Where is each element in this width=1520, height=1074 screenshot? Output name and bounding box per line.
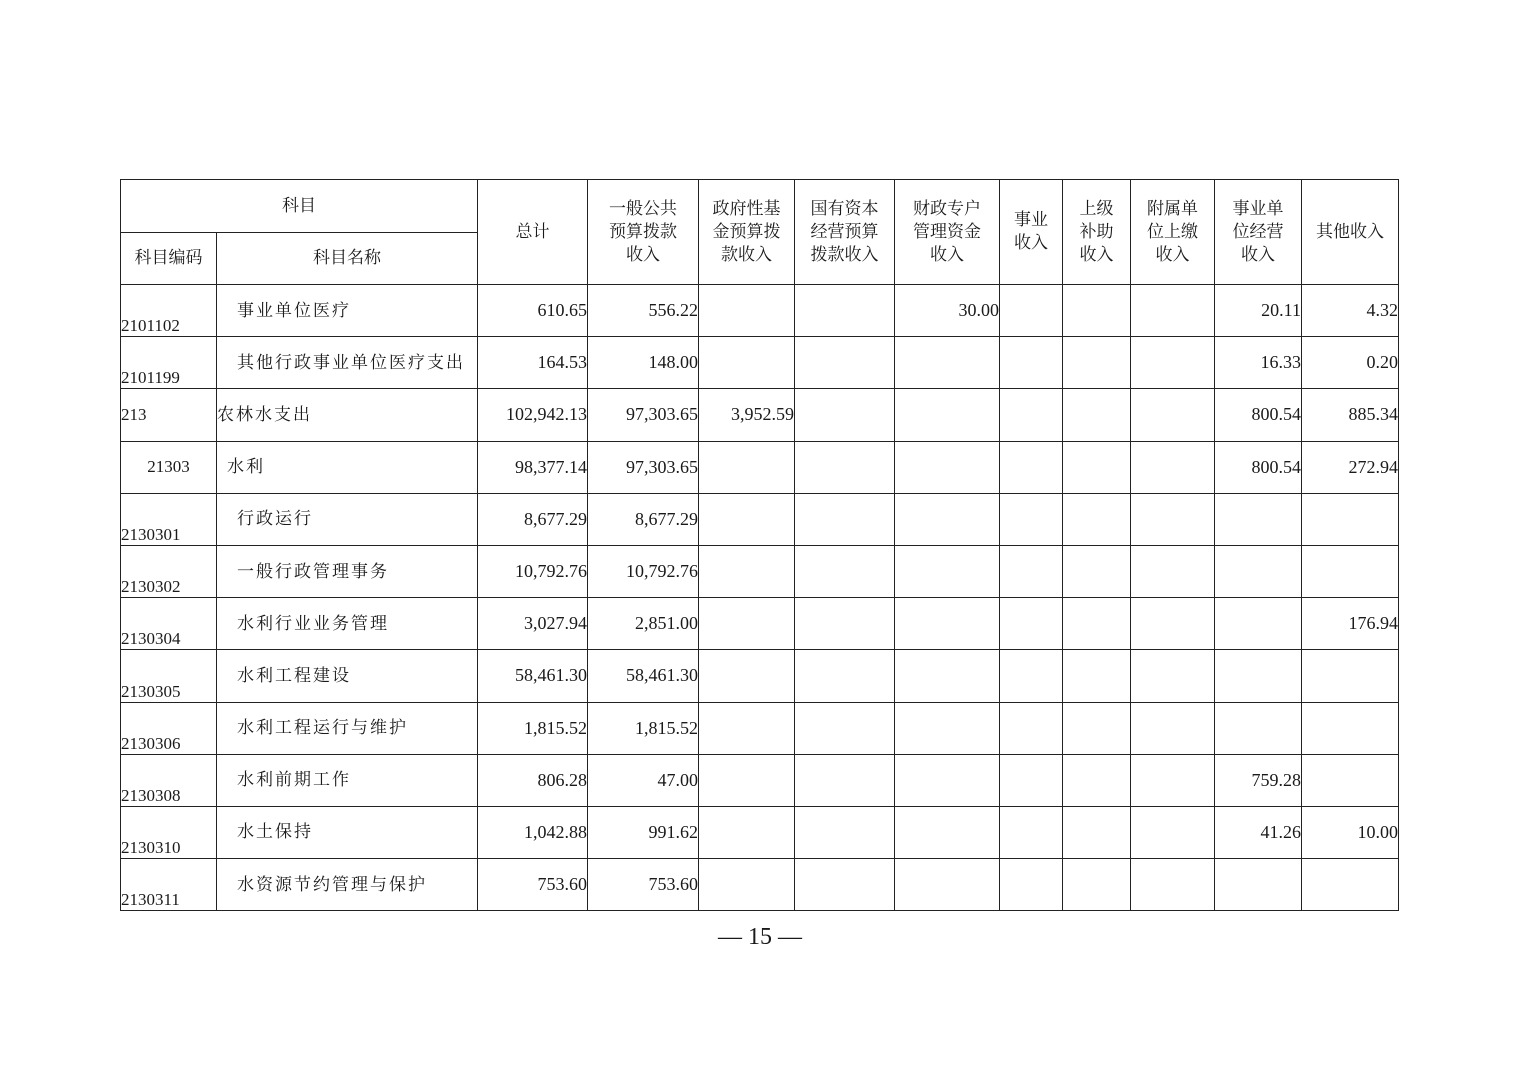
amount-cell-affiliated <box>1131 598 1215 650</box>
amount-cell-fiscal-special <box>895 806 1000 858</box>
amount-cell-general: 753.60 <box>588 859 699 911</box>
amount-cell-fiscal-special <box>895 545 1000 597</box>
amount-cell-gov-fund: 3,952.59 <box>699 389 795 441</box>
amount-cell-operating: 800.54 <box>1215 441 1302 493</box>
amount-cell-other: 272.94 <box>1302 441 1399 493</box>
subject-name-cell: 水利工程运行与维护 <box>217 702 478 754</box>
header-total: 总计 <box>478 180 588 285</box>
amount-cell-superior <box>1063 337 1131 389</box>
amount-cell-total: 1,815.52 <box>478 702 588 754</box>
amount-cell-state-capital <box>795 598 895 650</box>
amount-cell-total: 806.28 <box>478 754 588 806</box>
subject-name-cell: 农林水支出 <box>217 389 478 441</box>
amount-cell-business <box>1000 545 1063 597</box>
subject-code-cell: 2130304 <box>121 598 217 650</box>
amount-cell-gov-fund <box>699 598 795 650</box>
amount-cell-superior <box>1063 441 1131 493</box>
subject-name-cell: 事业单位医疗 <box>217 285 478 337</box>
amount-cell-gov-fund <box>699 545 795 597</box>
table-row <box>121 702 1399 754</box>
subject-name-cell: 水资源节约管理与保护 <box>217 859 478 911</box>
amount-cell-other <box>1302 493 1399 545</box>
amount-cell-affiliated <box>1131 337 1215 389</box>
amount-cell-other <box>1302 859 1399 911</box>
amount-cell-affiliated <box>1131 650 1215 702</box>
amount-cell-total: 102,942.13 <box>478 389 588 441</box>
table-row <box>121 389 1399 441</box>
amount-cell-business <box>1000 493 1063 545</box>
amount-cell-business <box>1000 598 1063 650</box>
amount-cell-superior <box>1063 598 1131 650</box>
amount-cell-other: 885.34 <box>1302 389 1399 441</box>
amount-cell-total: 98,377.14 <box>478 441 588 493</box>
subject-code-cell: 2130302 <box>121 545 217 597</box>
amount-cell-affiliated <box>1131 859 1215 911</box>
amount-cell-fiscal-special <box>895 650 1000 702</box>
amount-cell-business <box>1000 337 1063 389</box>
amount-cell-total: 164.53 <box>478 337 588 389</box>
amount-cell-fiscal-special <box>895 754 1000 806</box>
amount-cell-operating <box>1215 598 1302 650</box>
amount-cell-fiscal-special <box>895 493 1000 545</box>
subject-code-cell: 213 <box>121 389 217 441</box>
amount-cell-other <box>1302 754 1399 806</box>
header-gov-fund: 政府性基 金预算拨 款收入 <box>699 180 795 285</box>
table-row <box>121 545 1399 597</box>
amount-cell-total: 8,677.29 <box>478 493 588 545</box>
amount-cell-state-capital <box>795 702 895 754</box>
amount-cell-general: 148.00 <box>588 337 699 389</box>
amount-cell-state-capital <box>795 441 895 493</box>
header-affiliated: 附属单 位上缴 收入 <box>1131 180 1215 285</box>
amount-cell-superior <box>1063 285 1131 337</box>
amount-cell-operating: 20.11 <box>1215 285 1302 337</box>
amount-cell-superior <box>1063 859 1131 911</box>
amount-cell-affiliated <box>1131 806 1215 858</box>
subject-code-cell: 2130311 <box>121 859 217 911</box>
subject-name-cell: 水利行业业务管理 <box>217 598 478 650</box>
amount-cell-total: 10,792.76 <box>478 545 588 597</box>
subject-name-cell: 其他行政事业单位医疗支出 <box>217 337 478 389</box>
amount-cell-other: 0.20 <box>1302 337 1399 389</box>
amount-cell-superior <box>1063 806 1131 858</box>
amount-cell-state-capital <box>795 493 895 545</box>
amount-cell-superior <box>1063 493 1131 545</box>
amount-cell-affiliated <box>1131 493 1215 545</box>
header-code: 科目编码 <box>121 233 217 285</box>
header-operating: 事业单 位经营 收入 <box>1215 180 1302 285</box>
amount-cell-other: 4.32 <box>1302 285 1399 337</box>
amount-cell-other: 176.94 <box>1302 598 1399 650</box>
page-number: — 15 — <box>718 924 802 950</box>
table-row <box>121 598 1399 650</box>
amount-cell-operating: 759.28 <box>1215 754 1302 806</box>
subject-code-cell: 2130306 <box>121 702 217 754</box>
header-business: 事业 收入 <box>1000 180 1063 285</box>
header-state-capital: 国有资本 经营预算 拨款收入 <box>795 180 895 285</box>
amount-cell-total: 58,461.30 <box>478 650 588 702</box>
table-row <box>121 650 1399 702</box>
amount-cell-total: 753.60 <box>478 859 588 911</box>
amount-cell-state-capital <box>795 859 895 911</box>
amount-cell-gov-fund <box>699 702 795 754</box>
amount-cell-gov-fund <box>699 441 795 493</box>
amount-cell-affiliated <box>1131 285 1215 337</box>
amount-cell-other <box>1302 650 1399 702</box>
amount-cell-fiscal-special <box>895 702 1000 754</box>
amount-cell-operating: 16.33 <box>1215 337 1302 389</box>
amount-cell-business <box>1000 859 1063 911</box>
header-name: 科目名称 <box>217 233 478 285</box>
amount-cell-gov-fund <box>699 493 795 545</box>
amount-cell-general: 47.00 <box>588 754 699 806</box>
amount-cell-superior <box>1063 389 1131 441</box>
table-row <box>121 285 1399 337</box>
header-subject-group: 科目 <box>121 180 478 233</box>
amount-cell-business <box>1000 389 1063 441</box>
amount-cell-state-capital <box>795 650 895 702</box>
amount-cell-operating <box>1215 650 1302 702</box>
table-row <box>121 859 1399 911</box>
subject-code-cell: 2130308 <box>121 754 217 806</box>
amount-cell-state-capital <box>795 754 895 806</box>
amount-cell-other <box>1302 545 1399 597</box>
amount-cell-business <box>1000 285 1063 337</box>
subject-code-cell: 2101102 <box>121 285 217 337</box>
amount-cell-state-capital <box>795 389 895 441</box>
amount-cell-general: 2,851.00 <box>588 598 699 650</box>
subject-name-cell: 一般行政管理事务 <box>217 545 478 597</box>
subject-code-cell: 2130301 <box>121 493 217 545</box>
amount-cell-general: 58,461.30 <box>588 650 699 702</box>
header-superior-subsidy: 上级 补助 收入 <box>1063 180 1131 285</box>
amount-cell-gov-fund <box>699 285 795 337</box>
amount-cell-general: 991.62 <box>588 806 699 858</box>
subject-code-cell: 2130305 <box>121 650 217 702</box>
amount-cell-total: 610.65 <box>478 285 588 337</box>
amount-cell-fiscal-special <box>895 337 1000 389</box>
amount-cell-superior <box>1063 650 1131 702</box>
amount-cell-fiscal-special <box>895 389 1000 441</box>
table-body <box>121 285 1399 911</box>
amount-cell-business <box>1000 650 1063 702</box>
amount-cell-general: 10,792.76 <box>588 545 699 597</box>
table-row <box>121 337 1399 389</box>
amount-cell-fiscal-special <box>895 441 1000 493</box>
budget-table <box>120 179 1399 911</box>
amount-cell-affiliated <box>1131 441 1215 493</box>
amount-cell-total: 3,027.94 <box>478 598 588 650</box>
amount-cell-business <box>1000 754 1063 806</box>
amount-cell-gov-fund <box>699 650 795 702</box>
amount-cell-operating <box>1215 493 1302 545</box>
table-row <box>121 441 1399 493</box>
subject-name-cell: 水利工程建设 <box>217 650 478 702</box>
amount-cell-gov-fund <box>699 754 795 806</box>
amount-cell-state-capital <box>795 337 895 389</box>
amount-cell-general: 1,815.52 <box>588 702 699 754</box>
amount-cell-business <box>1000 806 1063 858</box>
amount-cell-total: 1,042.88 <box>478 806 588 858</box>
amount-cell-fiscal-special: 30.00 <box>895 285 1000 337</box>
amount-cell-operating <box>1215 545 1302 597</box>
amount-cell-general: 556.22 <box>588 285 699 337</box>
amount-cell-business <box>1000 702 1063 754</box>
header-general-budget: 一般公共 预算拨款 收入 <box>588 180 699 285</box>
amount-cell-state-capital <box>795 806 895 858</box>
subject-code-cell: 21303 <box>121 441 217 493</box>
subject-name-cell: 水土保持 <box>217 806 478 858</box>
amount-cell-general: 97,303.65 <box>588 441 699 493</box>
table-row <box>121 754 1399 806</box>
amount-cell-gov-fund <box>699 337 795 389</box>
amount-cell-superior <box>1063 754 1131 806</box>
table-row <box>121 493 1399 545</box>
subject-code-cell: 2101199 <box>121 337 217 389</box>
amount-cell-fiscal-special <box>895 859 1000 911</box>
amount-cell-state-capital <box>795 285 895 337</box>
amount-cell-affiliated <box>1131 754 1215 806</box>
amount-cell-superior <box>1063 702 1131 754</box>
subject-code-cell: 2130310 <box>121 806 217 858</box>
amount-cell-operating <box>1215 859 1302 911</box>
amount-cell-operating: 41.26 <box>1215 806 1302 858</box>
subject-name-cell: 水利 <box>217 441 478 493</box>
amount-cell-other: 10.00 <box>1302 806 1399 858</box>
amount-cell-affiliated <box>1131 389 1215 441</box>
amount-cell-gov-fund <box>699 806 795 858</box>
header-other: 其他收入 <box>1302 180 1399 285</box>
amount-cell-state-capital <box>795 545 895 597</box>
amount-cell-gov-fund <box>699 859 795 911</box>
amount-cell-business <box>1000 441 1063 493</box>
amount-cell-operating: 800.54 <box>1215 389 1302 441</box>
subject-name-cell: 水利前期工作 <box>217 754 478 806</box>
amount-cell-operating <box>1215 702 1302 754</box>
amount-cell-general: 8,677.29 <box>588 493 699 545</box>
table-row <box>121 806 1399 858</box>
amount-cell-affiliated <box>1131 545 1215 597</box>
header-row <box>121 180 1399 233</box>
subject-name-cell: 行政运行 <box>217 493 478 545</box>
amount-cell-other <box>1302 702 1399 754</box>
amount-cell-general: 97,303.65 <box>588 389 699 441</box>
amount-cell-superior <box>1063 545 1131 597</box>
amount-cell-affiliated <box>1131 702 1215 754</box>
amount-cell-fiscal-special <box>895 598 1000 650</box>
header-fiscal-special: 财政专户 管理资金 收入 <box>895 180 1000 285</box>
